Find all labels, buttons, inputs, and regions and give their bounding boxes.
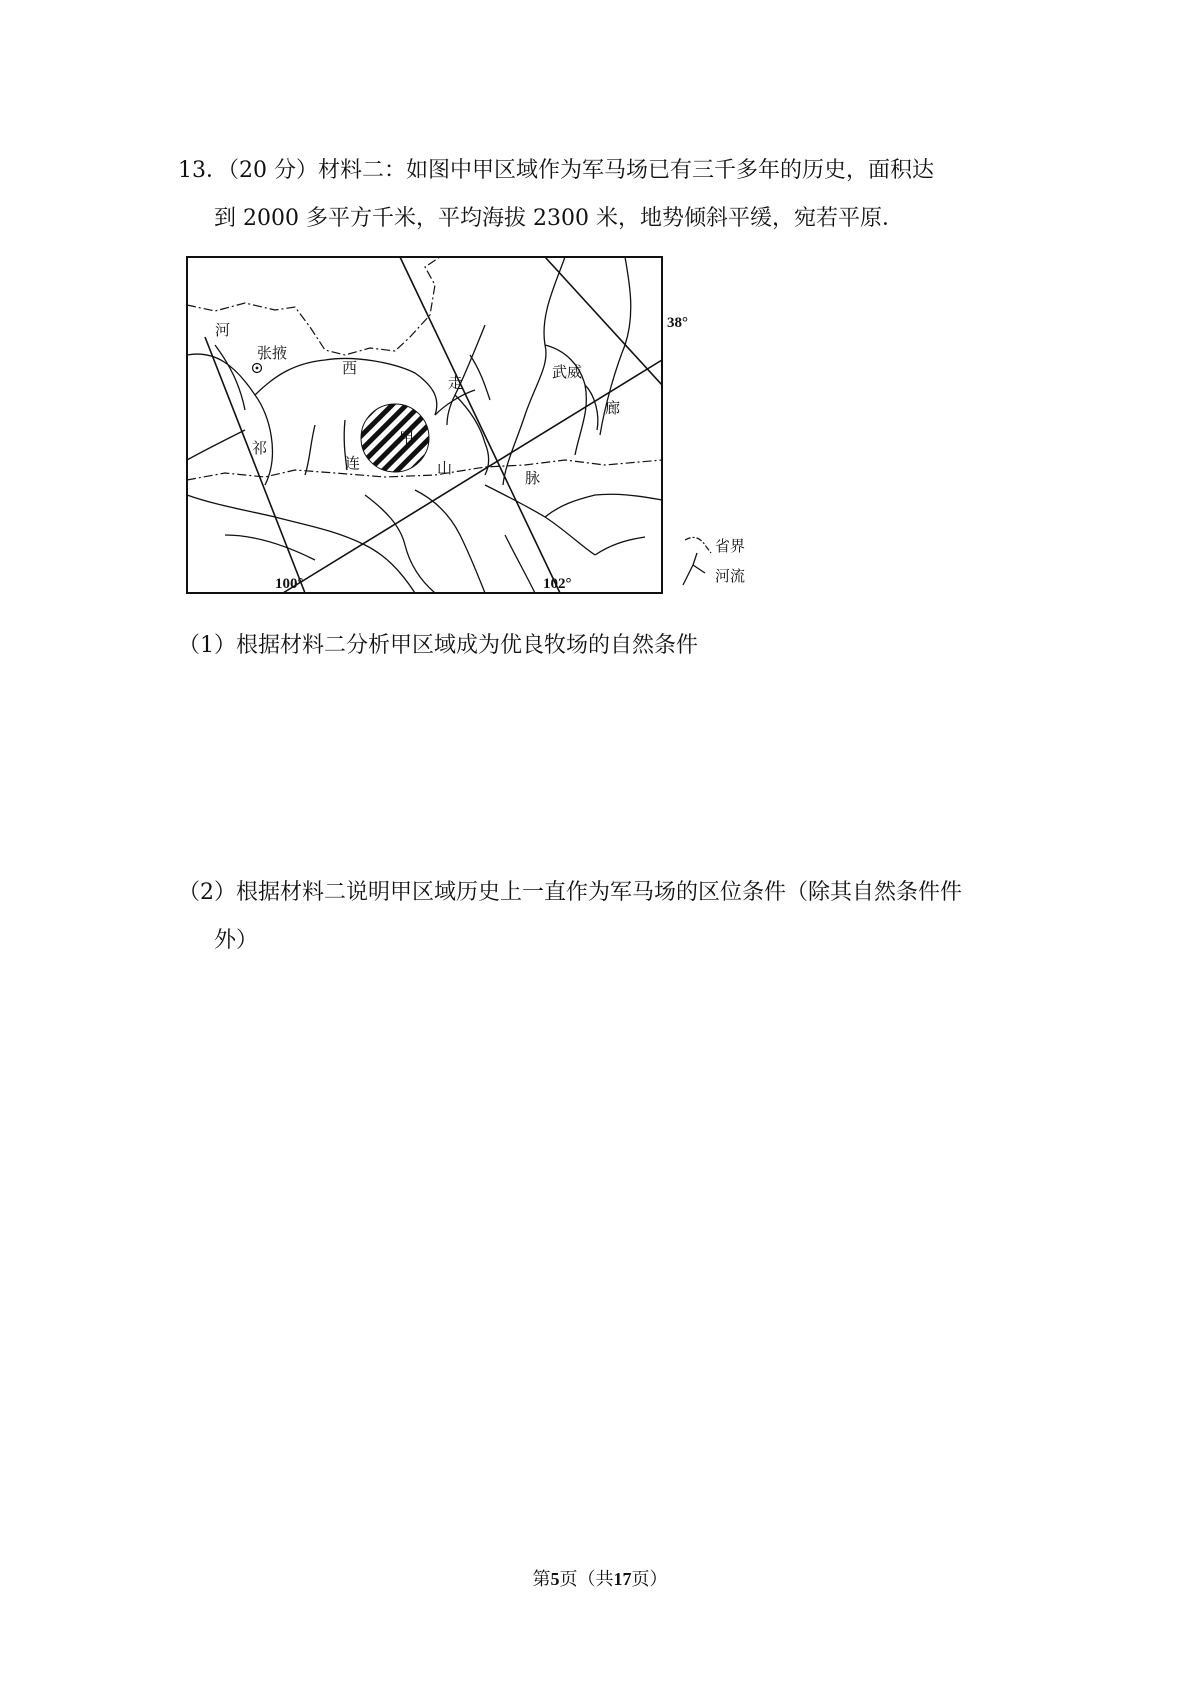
footer-page-number: 5 — [550, 1569, 560, 1589]
footer-middle: 页（共 — [559, 1569, 614, 1590]
page-footer — [0, 1565, 1200, 1591]
zhangye-city-dot — [256, 367, 259, 370]
map-legend — [683, 537, 745, 585]
legend-boundary-symbol — [685, 537, 711, 553]
legend-river-symbol — [683, 553, 705, 585]
label-qi: 祁 — [252, 439, 268, 457]
footer-total-pages: 17 — [613, 1569, 632, 1589]
parallel-38 — [283, 360, 662, 593]
label-longitude-102: 102° — [543, 576, 572, 592]
label-jia: 甲 — [399, 429, 415, 447]
label-longitude-100: 100° — [275, 576, 304, 592]
label-zou: 走 — [448, 374, 464, 392]
label-latitude-38: 38° — [667, 315, 688, 331]
label-lang: 廊 — [605, 399, 621, 417]
label-xi: 西 — [342, 359, 358, 377]
footer-prefix: 第 — [532, 1569, 551, 1590]
region-jia-hatched — [361, 404, 429, 472]
legend-river-label: 河流 — [715, 567, 746, 585]
label-zhangye: 张掖 — [257, 344, 288, 362]
question-13-line-1: 13．（20 分）材料二：如图中甲区域作为军马场已有三千多年的历史，面积达 — [178, 158, 934, 183]
label-mai: 脉 — [525, 469, 541, 487]
sub-question-2-line-1: （2）根据材料二说明甲区域历史上一直作为军马场的区位条件（除其自然条件件 — [178, 880, 962, 905]
hexi-corridor-map — [185, 255, 755, 595]
footer-suffix: 页） — [631, 1569, 668, 1590]
label-shan: 山 — [437, 459, 453, 477]
sub-question-1: （1）根据材料二分析甲区域成为优良牧场的自然条件 — [178, 633, 698, 658]
label-he: 河 — [215, 321, 231, 339]
sub-question-2-line-2: 外） — [214, 928, 259, 953]
label-wuwei: 武威 — [552, 363, 583, 381]
question-13-line-2: 到 2000 多平方千米，平均海拔 2300 米，地势倾斜平缓，宛若平原． — [214, 206, 904, 231]
meridian-100 — [205, 337, 305, 593]
label-lian: 连 — [345, 454, 361, 472]
legend-boundary-label: 省界 — [715, 537, 746, 555]
